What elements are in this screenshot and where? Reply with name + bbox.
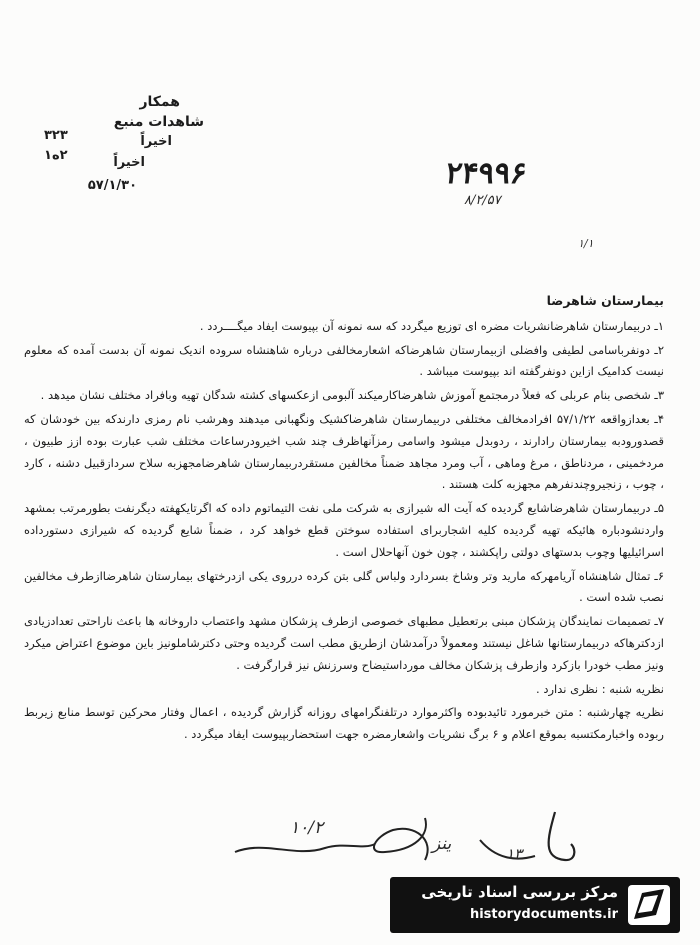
date-value: ۵۷/۱/۳۰ <box>87 178 137 193</box>
paragraph-7: ۷ـ تصمیمات نمایندگان پزشکان مبنی برتعطیل مطبهای خصوصی ازطرف پزشکان مشهد واعتصاب داروخانه ها باعث ناراحتی تعدادزیادی ازدکترهاکه دربیمارستانها شاغل نیستند ومعمولاً درآمدشان ازطریق مطب است گردیده وحتی دکترشاملونیز باین موضوع اعتراض میکرد ونیز مطب خودرا بازکرد وازطرف پزشکان مخالف مورداستیضاح وسرزنش نیز قرارگرفت . <box>24 614 664 672</box>
signature-1: ۱۰/۲ <box>290 818 324 838</box>
paragraph-3: ۳ـ شخصی بنام عربلی که فعلاً درمجتمع آموزش شاهرضاکارمیکند آلبومی ازعکسهای کشته شدگان تهیه وبافراد مختلف نشان میدهد . <box>40 388 664 403</box>
source-label: شاهدات منبع <box>113 114 204 130</box>
paragraph-2: ۲ـ دونفرباسامی لطیفی وافضلی ازبیمارستان شاهرضاکه اشعارمخالفی درباره شاهنشاه سروده اندیک نمونه آن بدست آمده که معلوم نیست کدامیک ازاین دونفرگفته اند بپیوست میباشد . <box>24 342 664 379</box>
signatures-scribble <box>225 800 595 880</box>
registration-stamp-date: ۸/۲/۵۷ <box>464 193 501 208</box>
signature-stroke-3 <box>235 844 375 852</box>
date-line-2: اخیراً <box>113 155 145 170</box>
recipient-label: همکار <box>139 94 180 110</box>
registration-stamp-number: ۲۴۹۹۶ <box>443 156 530 191</box>
watermark-url: historydocuments.ir <box>469 907 618 922</box>
paragraph-1: ۱ـ دربیمارستان شاهرضانشریات مضره ای توزیع میگردد که سه نمونه آن بپیوست ایفاد میگــــردد . <box>199 318 664 333</box>
paragraph-6: ۶ـ تمثال شاهنشاه آریامهرکه مارید وتر وشاخ بسردارد ولباس گلی بتن کرده درروی یکی ازدرختهای بیمارستان شاهرضاازطرف مخالفین نصب شده است . <box>24 568 664 605</box>
archive-logo-icon <box>626 883 672 927</box>
report-body <box>24 290 664 746</box>
report-title: بیمارستان شاهرضا <box>546 293 664 308</box>
source-opinion: نظریه شنبه : نظری ندارد . <box>536 681 664 696</box>
signature-2: ینز <box>432 834 452 854</box>
signature-stroke-1 <box>549 812 575 860</box>
paragraph-4: ۴ـ بعدازواقعه ۵۷/۱/۲۲ افرادمخالف مختلفی دربیمارستان شاهرضاکشیک ونگهبانی میدهند وهرشب نام رمزی دارندکه بین خودشان که قصدورودبه بیمارستان رادارند ، ردوبدل میشود واسامی رمزآنهاظرف چند شب اخیرودرساعات مختلف شب عبارت بوده ازز طبیون ، مردخمینی ، مردناطق ، مرغ وماهی ، آب ومرد مجاهد ضمناً مخالفین مستقردربیمارستان شاهرضامجهزبه سلاح سردازقبیل دشنه ، کارد ، چوب ، زنجیروچندنفرهم مجهزبه کلت هستند . <box>24 411 664 492</box>
signature-3: ۱۳ <box>506 845 523 863</box>
watermark-title: مرکز بررسی اسناد تاریخی <box>421 883 618 901</box>
date-line-1: اخیراً <box>140 134 172 149</box>
archive-watermark <box>390 877 680 933</box>
small-mark: ۱/۱ <box>578 237 594 250</box>
paragraph-5: ۵ـ دربیمارستان شاهرضاشایع گردیده که آیت اله شیرازی به شرکت ملی نفت التیماتوم داده که اگرتایکهفته دیگرنفت بطورمرتب بمشهد واردنشودباره هائیکه تهیه گردیده کلیه اشجاربرای استفاده سوختن قطع خواهد کرد ، ضمناً شایع گردیده که شیرازی دستورداده اسرائیلیها وچوب بدستهای دولتی راپکشند ، چون خون آنهاحلال است . <box>24 501 664 559</box>
analyst-opinion: نظریه چهارشنبه : متن خبرمورد تائیدبوده واکثرموارد درتلفنگرامهای روزانه گزارش گردیده ، اعمال وفتار محرکین توسط منابع زیربط ربوده واخبارمکتسبه بموقع اعلام و ۶ برگ نشریات واشعارمضره جهت استحضاربپیوست ایفاد میگردد . <box>24 705 664 742</box>
signature-stroke-2 <box>374 818 428 860</box>
ref-number: ۳۲۳ <box>44 128 68 143</box>
ref-code: ۲ه۱ <box>44 148 68 163</box>
